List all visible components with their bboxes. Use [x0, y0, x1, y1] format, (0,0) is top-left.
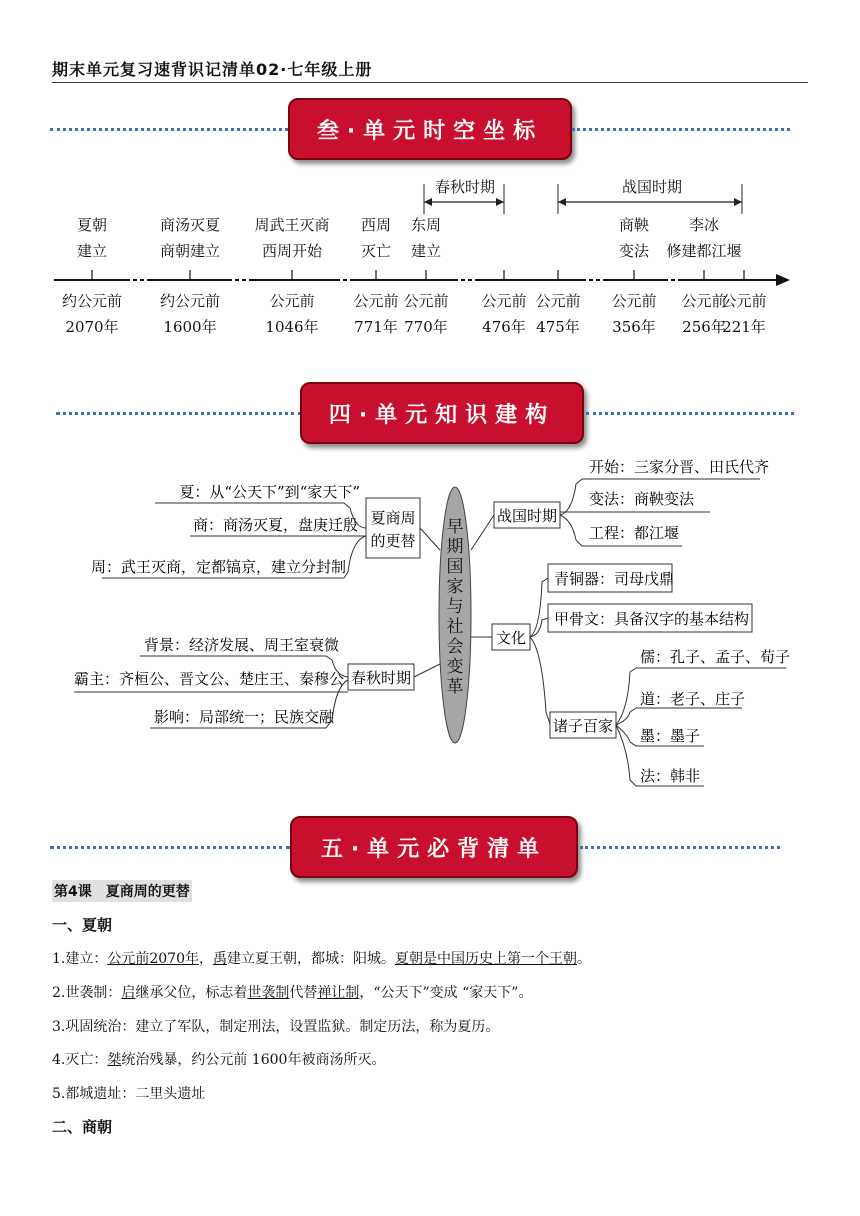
center-node-char: 变 [446, 657, 464, 677]
section-heading-xia: 一、夏朝 [52, 916, 113, 934]
banner-row-timeline [50, 98, 794, 162]
timeline-event-label: 西周开始 [261, 242, 323, 260]
timeline-date-year: 221年 [722, 318, 766, 336]
period-chunqiu [424, 178, 504, 214]
dotted-divider-right [572, 128, 790, 131]
timeline-event-label: 商汤灭夏 [159, 216, 221, 234]
center-node-char: 会 [446, 637, 464, 657]
timeline-chart [0, 168, 860, 348]
dotted-divider-left [56, 412, 302, 415]
timeline-date-year: 475年 [536, 318, 580, 336]
wh-item-2: 甲骨文：具备汉字的基本结构 [554, 610, 750, 628]
zg-item-1: 开始：三家分晋、田氏代齐 [589, 458, 770, 476]
xsz-item-3: 周：武王灭商，定都镐京，建立分封制 [90, 558, 346, 576]
banner-row-structure [50, 382, 794, 446]
zzbj-item-2: 道：老子、庄子 [640, 690, 746, 708]
timeline-date-year: 2070年 [65, 318, 119, 336]
xia-item-5: 5.都城遗址：二里头遗址 [52, 1086, 206, 1102]
timeline-events [62, 216, 767, 336]
section-banner-timeline: 叁·单元时空坐标 [288, 98, 572, 160]
banner-row-checklist [50, 816, 794, 880]
center-node-char: 革 [446, 677, 464, 697]
timeline-date-label: 公元前 [721, 292, 767, 310]
node-zhuzi-label: 诸子百家 [552, 717, 614, 735]
timeline-event-label: 商朝建立 [159, 242, 221, 260]
node-xsz-label1: 夏商周 [370, 509, 416, 527]
timeline-event-label: 修建都江堰 [666, 242, 742, 260]
period-chunqiu-label: 春秋时期 [434, 178, 496, 196]
zg-item-2: 变法：商鞅变法 [589, 490, 695, 508]
section-banner-structure: 四·单元知识建构 [300, 382, 584, 444]
timeline-date-label: 公元前 [481, 292, 527, 310]
timeline-date-label: 公元前 [353, 292, 399, 310]
timeline-event-label: 夏朝 [76, 216, 108, 234]
page-header-title: 期末单元复习速背识记清单02·七年级上册 [52, 60, 373, 79]
zg-item-3: 工程：都江堰 [589, 524, 680, 542]
node-xsz-label2: 的更替 [370, 532, 416, 550]
node-chunqiu-label: 春秋时期 [350, 669, 412, 687]
timeline-date-year: 1600年 [163, 318, 217, 336]
timeline-date-year: 256年 [682, 318, 726, 336]
timeline-date-label: 约公元前 [61, 292, 123, 310]
wh-item-1: 青铜器：司母戊鼎 [554, 570, 675, 588]
timeline-event-label: 李冰 [688, 216, 720, 234]
zzbj-item-4: 法：韩非 [640, 767, 701, 785]
timeline-event-label: 西周 [360, 216, 392, 234]
cq-item-3: 影响：局部统一；民族交融 [154, 708, 335, 726]
dotted-divider-right [586, 412, 794, 415]
dotted-divider-left [50, 846, 290, 849]
node-wenhua-label: 文化 [495, 629, 527, 647]
timeline-date-label: 公元前 [611, 292, 657, 310]
timeline-event-label: 建立 [410, 242, 442, 260]
xia-item-3: 3.巩固统治：建立了军队，制定刑法，设置监狱。制定历法，称为夏历。 [52, 1019, 500, 1035]
timeline-axis [54, 274, 790, 286]
timeline-date-year: 476年 [482, 318, 526, 336]
timeline-event-label: 商鞅 [618, 216, 650, 234]
timeline-date-label: 约公元前 [159, 292, 221, 310]
center-node-char: 家 [446, 577, 464, 597]
timeline-date-label: 公元前 [681, 292, 727, 310]
timeline-event-label: 周武王灭商 [254, 216, 330, 234]
timeline-event-label: 东周 [410, 216, 442, 234]
timeline-date-year: 1046年 [265, 318, 319, 336]
header-divider [52, 82, 808, 83]
period-zhanguo [558, 178, 742, 214]
timeline-date-label: 公元前 [269, 292, 315, 310]
center-node-char: 与 [446, 597, 464, 617]
xia-item-4: 4.灭亡：桀统治残暴，约公元前 1600年被商汤所灭。 [52, 1052, 386, 1068]
timeline-date-year: 770年 [404, 318, 448, 336]
section-heading-shang: 二、商朝 [52, 1118, 113, 1136]
zzbj-item-3: 墨：墨子 [640, 727, 701, 745]
center-node-char: 期 [446, 537, 464, 557]
period-zhanguo-label: 战国时期 [621, 178, 683, 196]
center-node-char: 早 [446, 517, 464, 537]
timeline-event-label: 变法 [618, 242, 650, 260]
timeline-date-label: 公元前 [403, 292, 449, 310]
timeline-date-label: 公元前 [535, 292, 581, 310]
xsz-item-1: 夏：从“公天下”到“家天下” [179, 483, 360, 501]
dotted-divider-right [580, 846, 780, 849]
timeline-event-label: 建立 [76, 242, 108, 260]
center-node-label [447, 517, 464, 697]
lesson-title: 第4课 夏商周的更替 [52, 880, 192, 902]
xia-item-1: 1.建立：公元前2070年，禹建立夏王朝，都城：阳城。夏朝是中国历史上第一个王朝。 [52, 951, 591, 967]
knowledge-mindmap [0, 450, 860, 800]
xia-item-2: 2.世袭制：启继承父位，标志着世袭制代替禅让制，“公天下”变成 “家天下”。 [52, 985, 533, 1001]
zzbj-item-1: 儒：孔子、孟子、荀子 [640, 648, 791, 666]
cq-item-2: 霸主：齐桓公、晋文公、楚庄王、秦穆公 [74, 670, 345, 688]
node-zhanguo-label: 战国时期 [496, 507, 558, 525]
dotted-divider-left [50, 128, 288, 131]
timeline-date-year: 771年 [354, 318, 398, 336]
timeline-event-label: 灭亡 [360, 242, 392, 260]
section-banner-checklist: 五·单元必背清单 [290, 816, 578, 878]
center-node-char: 国 [446, 557, 464, 577]
cq-item-1: 背景：经济发展、周王室衰微 [144, 636, 340, 654]
center-node-char: 社 [446, 617, 464, 637]
xsz-item-2: 商：商汤灭夏，盘庚迁殷 [192, 516, 358, 534]
timeline-date-year: 356年 [612, 318, 656, 336]
